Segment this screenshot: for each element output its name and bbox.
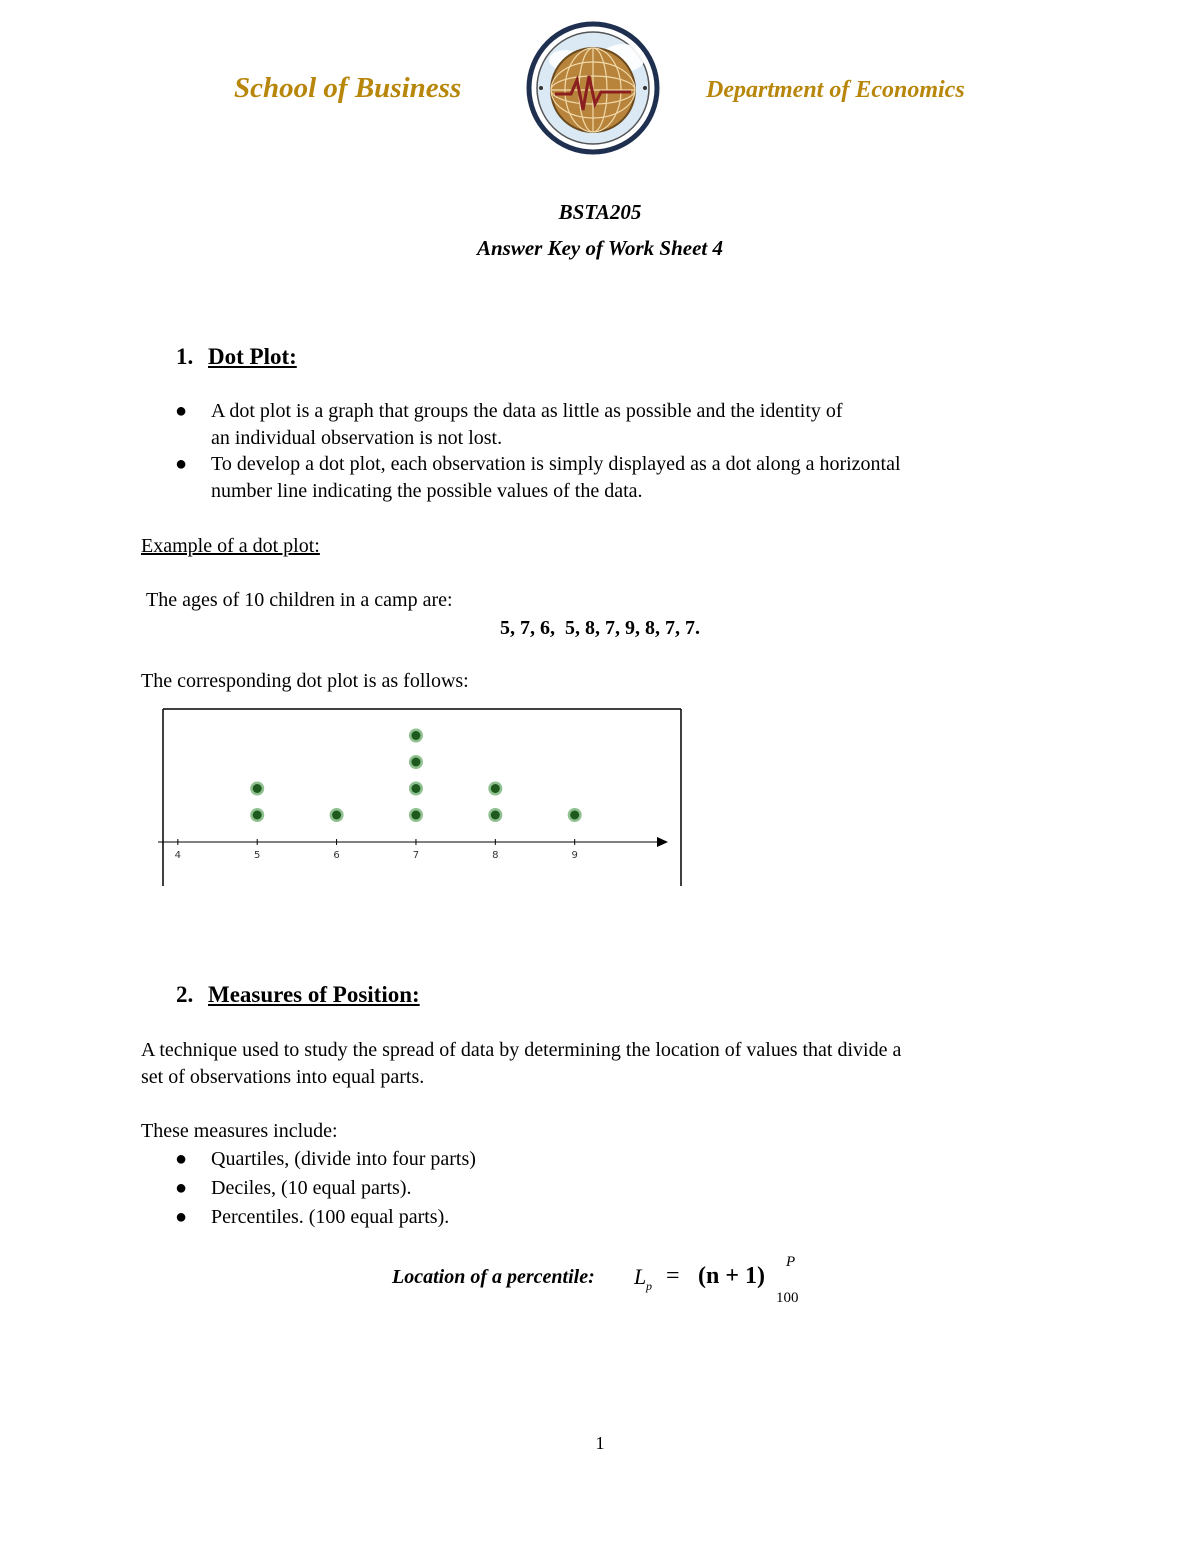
- bullet-line: To develop a dot plot, each observation is simply displayed as a dot along a horizontal: [211, 453, 901, 475]
- x-tick-label: 5: [254, 850, 261, 861]
- measures-intro: These measures include:: [141, 1120, 338, 1142]
- example-label: Example of a dot plot:: [141, 535, 320, 557]
- section-2-heading: [176, 982, 420, 1008]
- data-point: [253, 784, 262, 793]
- bullet-line: an individual observation is not lost.: [211, 427, 503, 449]
- bullet-icon: ●: [175, 400, 188, 422]
- x-tick-label: 6: [333, 850, 340, 861]
- list-item: [175, 398, 1111, 452]
- dot-plot: [150, 700, 690, 890]
- formula-label: Location of a percentile:: [392, 1266, 595, 1288]
- percentile-formula: [392, 1254, 832, 1312]
- x-tick-label: 9: [571, 850, 578, 861]
- formula-numerator: P: [786, 1254, 796, 1270]
- school-name: School of Business: [234, 72, 462, 104]
- plot-intro: The corresponding dot plot is as follows:: [141, 670, 469, 692]
- formula-equals: =: [666, 1263, 680, 1289]
- bullet-icon: ●: [175, 1148, 188, 1170]
- bullet-line: A dot plot is a graph that groups the data as little as possible and the identity of: [211, 400, 843, 422]
- bullet-icon: ●: [175, 453, 188, 475]
- course-code: BSTA205: [558, 200, 642, 224]
- bullet-line: Percentiles. (100 equal parts).: [211, 1206, 450, 1228]
- x-tick-label: 7: [412, 850, 420, 861]
- list-item: [175, 1175, 412, 1202]
- bullet-line: Quartiles, (divide into four parts): [211, 1148, 476, 1170]
- list-item: [175, 451, 1111, 505]
- section-1-heading: [176, 344, 297, 370]
- department-name: Department of Economics: [706, 77, 965, 103]
- section-1-number: 1.: [176, 344, 194, 369]
- globe-seal-icon: [525, 20, 661, 156]
- formula-subscript: p: [646, 1279, 652, 1293]
- formula-lhs: L: [634, 1264, 647, 1289]
- dot-plot-svg: [150, 700, 690, 890]
- paragraph-line: set of observations into equal parts.: [141, 1066, 425, 1088]
- ages-intro: The ages of 10 children in a camp are:: [146, 589, 453, 611]
- data-point: [411, 811, 420, 820]
- x-axis-arrow-icon: [657, 837, 668, 847]
- list-item: [175, 1146, 476, 1173]
- data-point: [491, 811, 500, 820]
- section-2-number: 2.: [176, 982, 194, 1007]
- data-point: [570, 811, 579, 820]
- section-1-title: Dot Plot:: [208, 344, 297, 369]
- bullet-line: number line indicating the possible values of the data.: [211, 480, 643, 502]
- data-point: [332, 811, 341, 820]
- paragraph-line: A technique used to study the spread of data by determining the location of values that divide a: [141, 1039, 902, 1061]
- page-number: 1: [595, 1433, 605, 1453]
- x-tick-label: 4: [174, 850, 182, 861]
- list-item: [175, 1204, 450, 1231]
- section-2-title: Measures of Position:: [208, 982, 420, 1007]
- data-point: [411, 731, 420, 740]
- data-point: [491, 784, 500, 793]
- data-point: [253, 811, 262, 820]
- data-point: [411, 784, 420, 793]
- ages-values: 5, 7, 6, 5, 8, 7, 9, 8, 7, 7.: [500, 617, 700, 639]
- bullet-icon: ●: [175, 1177, 188, 1199]
- section-2-paragraph: [141, 1037, 1101, 1091]
- formula-factor: (n + 1): [698, 1263, 766, 1289]
- bullet-line: Deciles, (10 equal parts).: [211, 1177, 412, 1199]
- formula-denominator: 100: [776, 1290, 799, 1306]
- document-title: Answer Key of Work Sheet 4: [477, 236, 723, 260]
- data-point: [411, 758, 420, 767]
- x-tick-label: 8: [492, 850, 499, 861]
- bullet-icon: ●: [175, 1206, 188, 1228]
